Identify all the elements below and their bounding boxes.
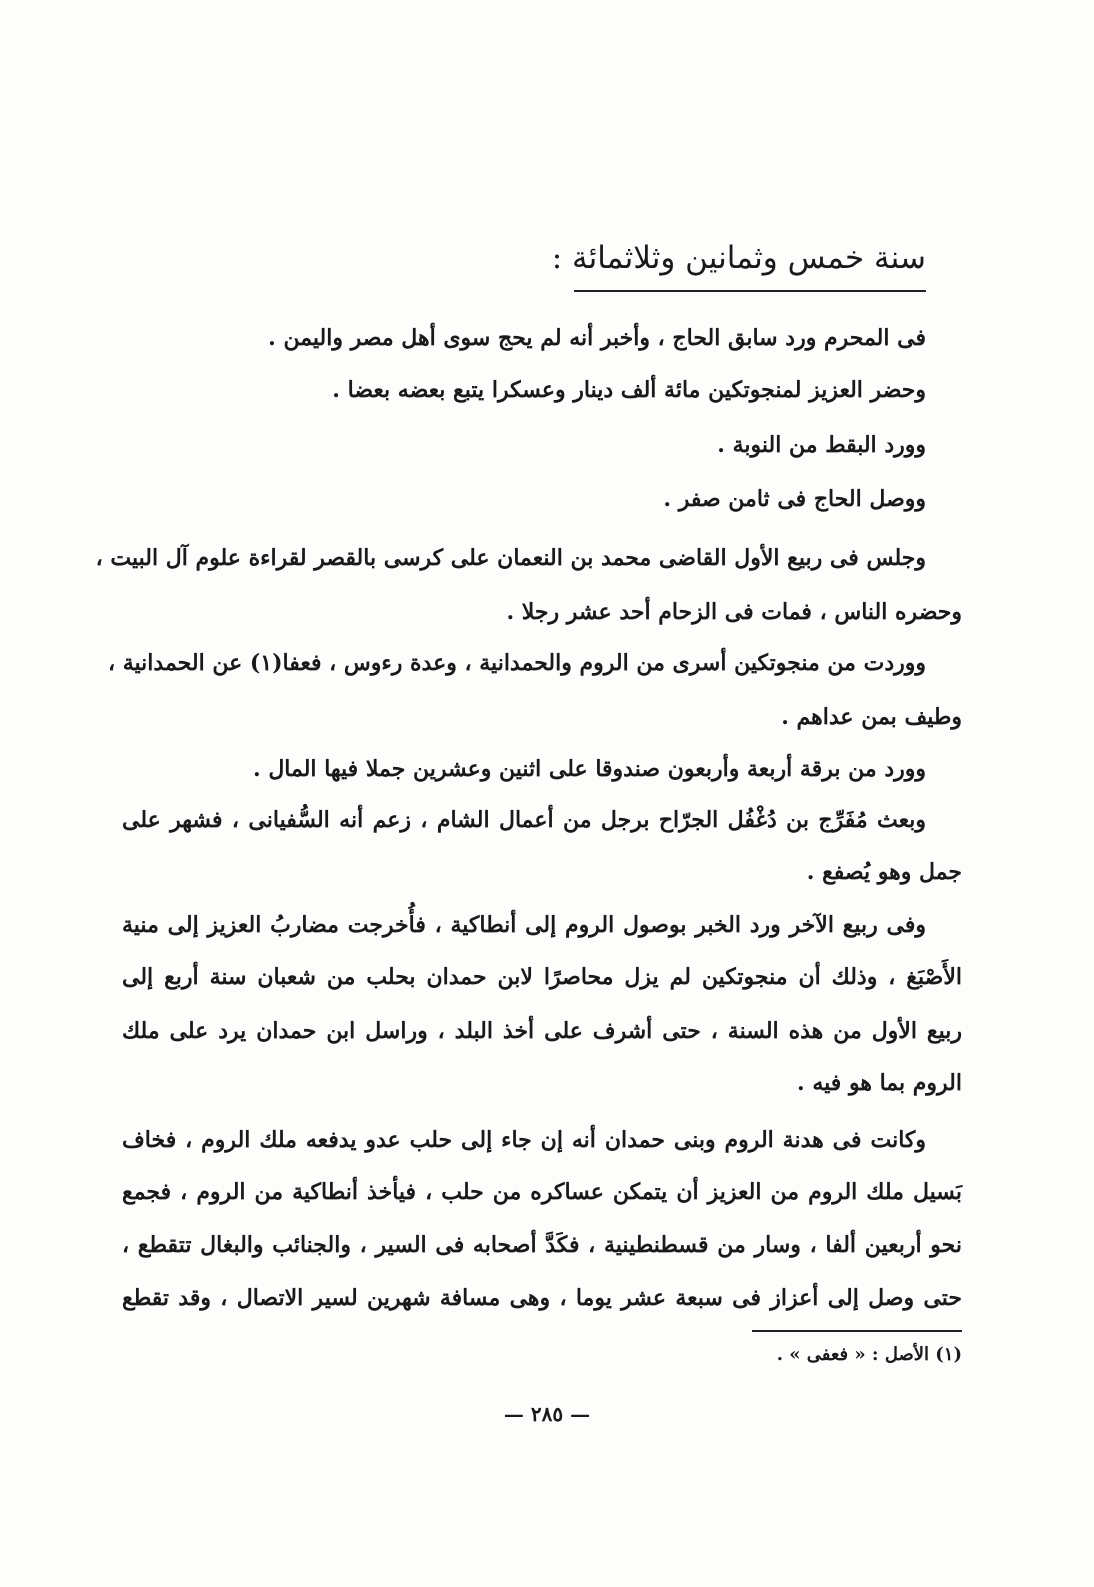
text-line: وورد البقط من النوبة . [717, 432, 926, 458]
text-line: الروم بما هو فيه . [797, 1070, 962, 1096]
footnote-rule [752, 1330, 962, 1332]
text-line: وفى ربيع الآخر ورد الخبر بوصول الروم إلى أنطاكية ، فأُخرجت مضاربُ العزيز إلى منية [122, 912, 926, 938]
text-line: نحو أربعين ألفا ، وسار من قسطنطينية ، فكَدَّ أصحابه فى السير ، والجنائب والبغال تتقطع ، [122, 1232, 962, 1258]
text-line: وبعث مُفَرِّج بن دُغْفُل الجرّاح برجل من أعمال الشام ، زعم أنه السُّفيانى ، فشهر على [122, 807, 926, 833]
page-number: — ٢٨٥ — [503, 1402, 591, 1426]
text-line: جمل وهو يُصفع . [806, 859, 962, 885]
footnote: (١) الأصل : « فعفى » . [776, 1344, 962, 1365]
text-line: وورد من برقة أربعة وأربعون صندوقا على اثنين وعشرين جملا فيها المال . [253, 756, 926, 782]
text-line: فى المحرم ورد سابق الحاج ، وأخبر أنه لم يحج سوى أهل مصر واليمن . [268, 325, 926, 351]
text-line: بَسيل ملك الروم من العزيز أن يتمكن عساكره من حلب ، فيأخذ أنطاكية من الروم ، فجمع [122, 1179, 962, 1205]
text-line: حتى وصل إلى أعزاز فى سبعة عشر يوما ، وهى مسافة شهرين لسير الاتصال ، وقد تقطع [122, 1285, 962, 1311]
text-line: ووصل الحاج فى ثامن صفر . [663, 486, 926, 512]
text-line: الأَصْبَغ ، وذلك أن منجوتكين لم يزل محاصرًا لابن حمدان بحلب من شعبان سنة أربع إلى [122, 964, 962, 990]
text-line: وكانت فى هدنة الروم وبنى حمدان أنه إن جاء إلى حلب عدو يدفعه ملك الروم ، فخاف [122, 1127, 926, 1153]
heading-underline [574, 290, 926, 292]
section-heading: سنة خمس وثمانين وثلاثمائة : [551, 240, 926, 276]
text-line: وطيف بمن عداهم . [781, 704, 962, 730]
text-line: ربيع الأول من هذه السنة ، حتى أشرف على أخذ البلد ، وراسل ابن حمدان يرد على ملك [122, 1018, 962, 1044]
text-line: وجلس فى ربيع الأول القاضى محمد بن النعمان على كرسى بالقصر لقراءة علوم آل البيت ، [95, 545, 926, 571]
text-line: ووردت من منجوتكين أسرى من الروم والحمدانية ، وعدة رءوس ، فعفا(١) عن الحمدانية ، [107, 650, 926, 676]
text-line: وحضره الناس ، فمات فى الزحام أحد عشر رجلا . [506, 599, 962, 625]
text-line: وحضر العزيز لمنجوتكين مائة ألف دينار وعسكرا يتبع بعضه بعضا . [332, 377, 926, 403]
